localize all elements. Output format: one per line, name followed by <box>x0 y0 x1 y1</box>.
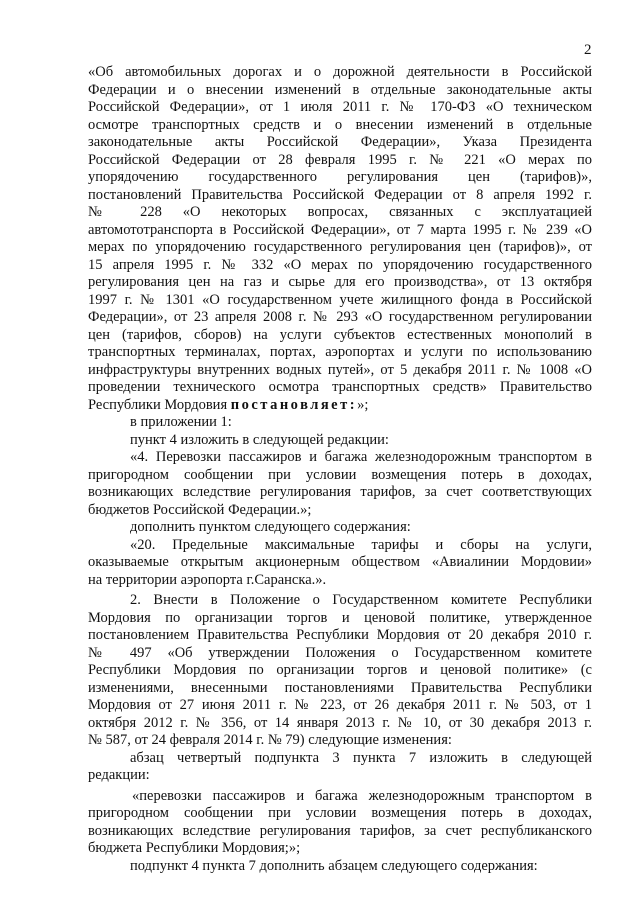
text-line: регулирования цен на газ и сырье для его производства», от 13 октября <box>88 274 592 290</box>
text-line: пункт 4 изложить в следующей редакции: <box>130 431 389 448</box>
text-line: постановлений Правительства Российской Федерации от 8 апреля 1992 г. <box>88 186 592 203</box>
text-line: пригородном сообщении при условии возмещения потерь в доходах, <box>88 805 592 821</box>
text-line: Федерации и о внесении изменений в отдельные законодательные акты <box>88 81 592 98</box>
enactment-word: постановляет: <box>230 396 358 413</box>
text-line: бюджета Республики Мордовия;»; <box>88 840 301 856</box>
text-line: «Об автомобильных дорогах и о дорожной деятельности в Российской <box>88 64 592 80</box>
text-line: законодательные акты Российской Федерации», Указа Президента <box>88 134 592 150</box>
text-line: 15 апреля 1995 г. № 332 «О мерах по упорядочению государственного <box>88 256 592 273</box>
text-line: Российской Федерации от 28 февраля 1995 г. № 221 «О мерах по <box>88 151 592 168</box>
text-line: № 228 «О некоторых вопросах, связанных с эксплуатацией <box>88 204 592 220</box>
text-line: 1997 г. № 1301 «О государственном учете жилищного фонда в Российской <box>88 291 592 308</box>
text-line: редакции: <box>88 767 150 783</box>
text-line: бюджетов Российской Федерации.»; <box>88 501 312 518</box>
text-line: автомототранспорта в Российской Федерации», от 7 марта 1995 г. № 239 «О <box>88 221 592 238</box>
text-line: «20. Предельные максимальные тарифы и сборы на услуги, <box>130 536 592 553</box>
enactment-prefix: Республики Мордовия <box>88 396 231 413</box>
text-line: пригородном сообщении при условии возмещения потерь в доходах, <box>88 466 592 483</box>
text-line: транспортных терминалах, портах, аэропортах и услуги по использованию <box>88 344 592 360</box>
text-line: октября 2012 г. № 356, от 14 января 2013 г. № 10, от 30 декабря 2013 г. <box>88 714 592 731</box>
text-line: возникающих вследствие регулирования тарифов, за счет соответствующих <box>88 484 592 500</box>
enactment-suffix: »; <box>357 396 369 413</box>
text-line: 2. Внести в Положение о Государственном комитете Республики <box>130 592 592 608</box>
text-line: цен (тарифов, сборов) на услуги субъектов естественных монополий в <box>88 326 592 343</box>
text-line: инфраструктуры внутренних водных путей», от 5 декабря 2011 г. № 1008 «О <box>88 361 592 378</box>
text-line: Российской Федерации», от 1 июля 2011 г. № 170-ФЗ «О техническом <box>88 99 592 115</box>
text-line: изменениями, внесенными постановлениями Правительства Республики <box>88 679 592 696</box>
text-line: осмотре транспортных средств и о внесении изменений в отдельные <box>88 116 592 133</box>
text-line: подпункт 4 пункта 7 дополнить абзацем следующего содержания: <box>130 857 538 874</box>
text-line: упорядочению государственного регулирования цен (тарифов)», <box>88 169 592 185</box>
page-number: 2 <box>584 42 592 58</box>
text-line: Федерации», от 23 апреля 2008 г. № 293 «О государственном регулировании <box>88 309 592 325</box>
text-line: № 497 «Об утверждении Положения о Государственном комитете <box>88 644 592 661</box>
text-line: № 587, от 24 февраля 2014 г. № 79) следующие изменения: <box>88 732 452 748</box>
text-line: возникающих вследствие регулирования тарифов, за счет республиканского <box>88 822 592 839</box>
text-line: мерах по упорядочению государственного регулирования цен (тарифов)», от <box>88 239 592 255</box>
text-line: постановлением Правительства Республики Мордовия от 20 декабря 2010 г. <box>88 627 592 643</box>
text-line: дополнить пунктом следующего содержания: <box>130 519 411 535</box>
document-body <box>88 64 592 875</box>
enactment-line <box>88 397 592 415</box>
text-line: на территории аэропорта г.Саранска.». <box>88 571 327 588</box>
text-line: проведении технического осмотра транспортных средств» Правительство <box>88 379 592 395</box>
text-line: Республики Мордовия по организации торгов и ценовой политике» (с <box>88 662 592 678</box>
text-line: «4. Перевозки пассажиров и багажа железнодорожным транспортом в <box>130 449 592 465</box>
text-line: абзац четвертый подпункта 3 пункта 7 изложить в следующей <box>130 749 592 766</box>
text-line: оказываемые открытым акционерным обществом «Авиалинии Мордовии» <box>88 554 592 570</box>
text-line: Мордовия по организации торгов и ценовой политике, утвержденное <box>88 609 592 626</box>
text-line: «перевозки пассажиров и багажа железнодорожным транспортом в <box>132 787 592 804</box>
text-line: Мордовия от 27 июня 2011 г. № 223, от 26 декабря 2011 г. № 503, от 1 <box>88 697 592 713</box>
text-line: в приложении 1: <box>130 414 232 430</box>
